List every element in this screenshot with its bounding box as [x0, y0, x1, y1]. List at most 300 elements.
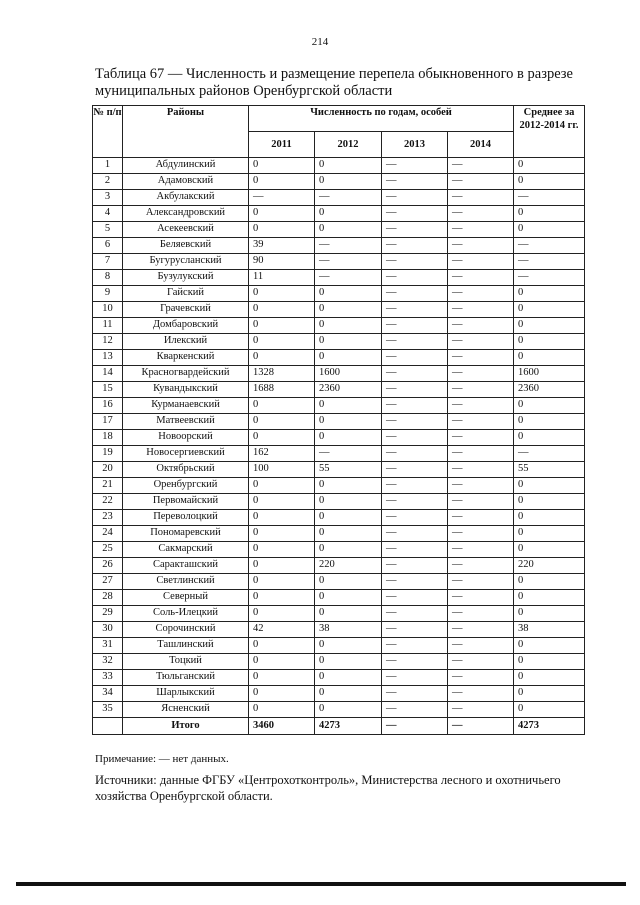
cell-2014: —: [448, 654, 514, 670]
table-row: [93, 670, 585, 686]
cell-district: Кувандыкский: [123, 382, 249, 398]
cell-district: Асекеевский: [123, 222, 249, 238]
cell-2014: —: [448, 158, 514, 174]
cell-2013: —: [382, 430, 448, 446]
cell-number: 13: [93, 350, 123, 366]
cell-2012: 0: [315, 206, 382, 222]
cell-district: Соль-Илецкий: [123, 606, 249, 622]
cell-2013: —: [382, 286, 448, 302]
cell-district: Новоорский: [123, 430, 249, 446]
cell-2012: 0: [315, 350, 382, 366]
cell-average: 0: [514, 414, 585, 430]
cell-district: Светлинский: [123, 574, 249, 590]
cell-district: Бузулукский: [123, 270, 249, 286]
cell-2012: 0: [315, 702, 382, 718]
cell-district: Ясненский: [123, 702, 249, 718]
cell-2014: —: [448, 542, 514, 558]
cell-average: —: [514, 446, 585, 462]
cell-district: Тюльганский: [123, 670, 249, 686]
cell-2011: 100: [249, 462, 315, 478]
cell-2012: 0: [315, 574, 382, 590]
cell-average: 0: [514, 206, 585, 222]
cell-2013: —: [382, 590, 448, 606]
cell-2011: 162: [249, 446, 315, 462]
total-2011: 3460: [249, 718, 315, 735]
total-district: Итого: [123, 718, 249, 735]
cell-2013: —: [382, 462, 448, 478]
header-average: Среднее за 2012-2014 гг.: [514, 106, 585, 158]
cell-average: 0: [514, 334, 585, 350]
cell-district: Ташлинский: [123, 638, 249, 654]
cell-2014: —: [448, 302, 514, 318]
cell-average: 38: [514, 622, 585, 638]
cell-2012: —: [315, 254, 382, 270]
cell-number: 26: [93, 558, 123, 574]
cell-2012: —: [315, 238, 382, 254]
cell-district: Первомайский: [123, 494, 249, 510]
cell-average: 220: [514, 558, 585, 574]
table-row: [93, 494, 585, 510]
cell-number: 27: [93, 574, 123, 590]
cell-district: Адамовский: [123, 174, 249, 190]
table-caption: Таблица 67 — Численность и размещение перепела обыкновенного в разрезе муниципальных районов Оренбургской области: [95, 66, 573, 99]
page-number: 214: [311, 36, 329, 48]
table-body: [93, 158, 585, 735]
cell-2013: —: [382, 334, 448, 350]
cell-2014: —: [448, 558, 514, 574]
cell-district: Тоцкий: [123, 654, 249, 670]
cell-number: 2: [93, 174, 123, 190]
cell-2013: —: [382, 270, 448, 286]
cell-2013: —: [382, 606, 448, 622]
cell-average: 0: [514, 302, 585, 318]
table-row: [93, 462, 585, 478]
cell-2013: —: [382, 302, 448, 318]
cell-2011: 1328: [249, 366, 315, 382]
cell-2011: 0: [249, 318, 315, 334]
cell-number: 20: [93, 462, 123, 478]
cell-2012: —: [315, 190, 382, 206]
cell-number: 4: [93, 206, 123, 222]
cell-average: 0: [514, 174, 585, 190]
cell-average: 0: [514, 350, 585, 366]
cell-district: Сорочинский: [123, 622, 249, 638]
cell-number: 3: [93, 190, 123, 206]
table-row: [93, 686, 585, 702]
cell-2012: 0: [315, 526, 382, 542]
table-row: [93, 158, 585, 174]
cell-number: 10: [93, 302, 123, 318]
cell-number: 5: [93, 222, 123, 238]
table-row: [93, 622, 585, 638]
cell-2012: 0: [315, 414, 382, 430]
cell-2013: —: [382, 158, 448, 174]
cell-2013: —: [382, 558, 448, 574]
cell-2014: —: [448, 494, 514, 510]
table-row: [93, 334, 585, 350]
header-number: № п/п: [93, 106, 123, 158]
cell-2012: 0: [315, 334, 382, 350]
cell-2013: —: [382, 318, 448, 334]
cell-2011: 39: [249, 238, 315, 254]
cell-2014: —: [448, 398, 514, 414]
cell-2013: —: [382, 622, 448, 638]
table-row: [93, 654, 585, 670]
cell-2012: 0: [315, 494, 382, 510]
cell-2013: —: [382, 542, 448, 558]
cell-2011: —: [249, 190, 315, 206]
cell-average: —: [514, 270, 585, 286]
cell-2012: 0: [315, 318, 382, 334]
cell-district: Курманаевский: [123, 398, 249, 414]
cell-number: 1: [93, 158, 123, 174]
cell-2011: 0: [249, 206, 315, 222]
cell-2012: 0: [315, 158, 382, 174]
table-row: [93, 286, 585, 302]
cell-2014: —: [448, 702, 514, 718]
header-counts-by-year: Численность по годам, особей: [249, 106, 514, 132]
cell-2014: —: [448, 270, 514, 286]
cell-2013: —: [382, 574, 448, 590]
cell-number: 25: [93, 542, 123, 558]
cell-2014: —: [448, 590, 514, 606]
table-row: [93, 206, 585, 222]
cell-number: 35: [93, 702, 123, 718]
cell-2013: —: [382, 206, 448, 222]
cell-2013: —: [382, 526, 448, 542]
cell-2011: 0: [249, 174, 315, 190]
cell-average: 0: [514, 574, 585, 590]
cell-2012: 55: [315, 462, 382, 478]
cell-average: 0: [514, 510, 585, 526]
table-row: [93, 446, 585, 462]
cell-average: 0: [514, 494, 585, 510]
cell-2014: —: [448, 446, 514, 462]
table-row: [93, 318, 585, 334]
cell-average: 1600: [514, 366, 585, 382]
cell-number: 21: [93, 478, 123, 494]
cell-2012: 220: [315, 558, 382, 574]
cell-number: 9: [93, 286, 123, 302]
cell-2012: 0: [315, 478, 382, 494]
cell-number: 7: [93, 254, 123, 270]
table-row: [93, 558, 585, 574]
cell-2012: 0: [315, 590, 382, 606]
cell-2013: —: [382, 670, 448, 686]
cell-district: Кваркенский: [123, 350, 249, 366]
cell-number: 19: [93, 446, 123, 462]
cell-number: 32: [93, 654, 123, 670]
cell-2014: —: [448, 254, 514, 270]
table-row: [93, 542, 585, 558]
cell-district: Беляевский: [123, 238, 249, 254]
cell-average: 0: [514, 686, 585, 702]
cell-2014: —: [448, 350, 514, 366]
cell-average: —: [514, 238, 585, 254]
cell-district: Новосергиевский: [123, 446, 249, 462]
cell-average: 0: [514, 590, 585, 606]
total-2014: —: [448, 718, 514, 735]
table-row: [93, 574, 585, 590]
cell-number: 8: [93, 270, 123, 286]
cell-district: Сакмарский: [123, 542, 249, 558]
cell-number: 12: [93, 334, 123, 350]
sources-text: Источники: данные ФГБУ «Центрохотконтроль», Министерства лесного и охотничьего хозяйства Оренбургской области.: [95, 773, 561, 803]
cell-2012: 0: [315, 654, 382, 670]
cell-average: 0: [514, 430, 585, 446]
cell-district: Саракташский: [123, 558, 249, 574]
cell-2012: 1600: [315, 366, 382, 382]
cell-2013: —: [382, 398, 448, 414]
footer-rule: [16, 882, 626, 886]
cell-average: 0: [514, 286, 585, 302]
cell-district: Пономаревский: [123, 526, 249, 542]
cell-2013: —: [382, 638, 448, 654]
cell-2013: —: [382, 702, 448, 718]
cell-2011: 0: [249, 558, 315, 574]
cell-2014: —: [448, 238, 514, 254]
cell-district: Шарлыкский: [123, 686, 249, 702]
cell-2013: —: [382, 654, 448, 670]
cell-2011: 11: [249, 270, 315, 286]
cell-2012: 0: [315, 638, 382, 654]
cell-2013: —: [382, 238, 448, 254]
table-note: Примечание: — нет данных.: [95, 753, 229, 765]
cell-2011: 0: [249, 494, 315, 510]
cell-2014: —: [448, 414, 514, 430]
cell-2014: —: [448, 622, 514, 638]
cell-district: Северный: [123, 590, 249, 606]
cell-2014: —: [448, 462, 514, 478]
cell-2013: —: [382, 478, 448, 494]
cell-average: —: [514, 190, 585, 206]
cell-2011: 0: [249, 478, 315, 494]
cell-average: 0: [514, 318, 585, 334]
cell-number: 33: [93, 670, 123, 686]
cell-2013: —: [382, 366, 448, 382]
cell-average: —: [514, 254, 585, 270]
cell-2013: —: [382, 446, 448, 462]
cell-number: 6: [93, 238, 123, 254]
quail-population-table: [92, 105, 585, 735]
cell-number: 11: [93, 318, 123, 334]
table-row: [93, 526, 585, 542]
cell-2011: 0: [249, 414, 315, 430]
table-row: [93, 638, 585, 654]
cell-average: 0: [514, 654, 585, 670]
table-row: [93, 270, 585, 286]
cell-2011: 0: [249, 398, 315, 414]
cell-average: 55: [514, 462, 585, 478]
cell-district: Октябрьский: [123, 462, 249, 478]
cell-average: 0: [514, 158, 585, 174]
cell-2011: 0: [249, 686, 315, 702]
cell-number: 22: [93, 494, 123, 510]
cell-number: 18: [93, 430, 123, 446]
cell-2012: —: [315, 270, 382, 286]
cell-average: 0: [514, 398, 585, 414]
cell-2011: 0: [249, 606, 315, 622]
cell-number: 29: [93, 606, 123, 622]
cell-2012: —: [315, 446, 382, 462]
cell-district: Красногвардейский: [123, 366, 249, 382]
table-row: [93, 590, 585, 606]
cell-2011: 0: [249, 158, 315, 174]
cell-district: Домбаровский: [123, 318, 249, 334]
cell-average: 0: [514, 638, 585, 654]
cell-2011: 0: [249, 638, 315, 654]
cell-2014: —: [448, 190, 514, 206]
cell-average: 2360: [514, 382, 585, 398]
cell-average: 0: [514, 670, 585, 686]
table-row: [93, 382, 585, 398]
cell-2012: 0: [315, 398, 382, 414]
cell-average: 0: [514, 702, 585, 718]
total-average: 4273: [514, 718, 585, 735]
table-row: [93, 430, 585, 446]
cell-number: 31: [93, 638, 123, 654]
table-row: [93, 302, 585, 318]
table-row: [93, 702, 585, 718]
table-row: [93, 174, 585, 190]
cell-2012: 0: [315, 686, 382, 702]
header-year: 2012: [315, 132, 382, 158]
cell-2012: 2360: [315, 382, 382, 398]
cell-district: Акбулакский: [123, 190, 249, 206]
cell-average: 0: [514, 478, 585, 494]
cell-2014: —: [448, 366, 514, 382]
cell-2013: —: [382, 382, 448, 398]
cell-2014: —: [448, 606, 514, 622]
cell-2013: —: [382, 174, 448, 190]
cell-2012: 0: [315, 510, 382, 526]
cell-2013: —: [382, 686, 448, 702]
cell-2014: —: [448, 478, 514, 494]
cell-district: Переволоцкий: [123, 510, 249, 526]
cell-2011: 0: [249, 670, 315, 686]
cell-2013: —: [382, 190, 448, 206]
cell-2014: —: [448, 638, 514, 654]
cell-number: 34: [93, 686, 123, 702]
cell-2011: 0: [249, 542, 315, 558]
header-district: Районы: [123, 106, 249, 158]
table-row: [93, 254, 585, 270]
cell-number: 30: [93, 622, 123, 638]
cell-2012: 0: [315, 286, 382, 302]
cell-2011: 0: [249, 286, 315, 302]
cell-2012: 0: [315, 430, 382, 446]
table-total-row: [93, 718, 585, 735]
cell-number: 14: [93, 366, 123, 382]
table-row: [93, 478, 585, 494]
table-row: [93, 606, 585, 622]
total-number: [93, 718, 123, 735]
cell-2012: 0: [315, 670, 382, 686]
header-year: 2014: [448, 132, 514, 158]
cell-number: 24: [93, 526, 123, 542]
cell-2012: 38: [315, 622, 382, 638]
cell-district: Илекский: [123, 334, 249, 350]
cell-2014: —: [448, 670, 514, 686]
cell-average: 0: [514, 542, 585, 558]
cell-2012: 0: [315, 222, 382, 238]
cell-2011: 0: [249, 222, 315, 238]
cell-2014: —: [448, 222, 514, 238]
cell-2011: 0: [249, 350, 315, 366]
cell-district: Матвеевский: [123, 414, 249, 430]
table-row: [93, 238, 585, 254]
table-row: [93, 510, 585, 526]
cell-2013: —: [382, 510, 448, 526]
cell-2011: 1688: [249, 382, 315, 398]
cell-2012: 0: [315, 542, 382, 558]
cell-2014: —: [448, 286, 514, 302]
cell-2014: —: [448, 174, 514, 190]
cell-2012: 0: [315, 302, 382, 318]
cell-district: Бугурусланский: [123, 254, 249, 270]
cell-2013: —: [382, 494, 448, 510]
cell-district: Грачевский: [123, 302, 249, 318]
table-row: [93, 222, 585, 238]
cell-2011: 0: [249, 510, 315, 526]
header-year: 2011: [249, 132, 315, 158]
cell-district: Оренбургский: [123, 478, 249, 494]
cell-average: 0: [514, 526, 585, 542]
cell-2011: 0: [249, 334, 315, 350]
cell-2014: —: [448, 526, 514, 542]
table-row: [93, 350, 585, 366]
cell-2014: —: [448, 686, 514, 702]
table-row: [93, 366, 585, 382]
cell-district: Гайский: [123, 286, 249, 302]
cell-2012: 0: [315, 174, 382, 190]
cell-2013: —: [382, 254, 448, 270]
cell-2011: 42: [249, 622, 315, 638]
cell-2012: 0: [315, 606, 382, 622]
cell-number: 23: [93, 510, 123, 526]
cell-2014: —: [448, 206, 514, 222]
cell-average: 0: [514, 606, 585, 622]
total-2013: —: [382, 718, 448, 735]
cell-2011: 0: [249, 430, 315, 446]
cell-number: 17: [93, 414, 123, 430]
cell-2013: —: [382, 350, 448, 366]
cell-2011: 0: [249, 526, 315, 542]
cell-2011: 0: [249, 302, 315, 318]
cell-district: Абдулинский: [123, 158, 249, 174]
cell-number: 28: [93, 590, 123, 606]
cell-2011: 90: [249, 254, 315, 270]
cell-2013: —: [382, 222, 448, 238]
total-2012: 4273: [315, 718, 382, 735]
cell-2014: —: [448, 318, 514, 334]
cell-2014: —: [448, 334, 514, 350]
cell-2011: 0: [249, 574, 315, 590]
cell-2011: 0: [249, 590, 315, 606]
cell-2014: —: [448, 510, 514, 526]
table-row: [93, 414, 585, 430]
cell-2014: —: [448, 574, 514, 590]
cell-number: 15: [93, 382, 123, 398]
header-year: 2013: [382, 132, 448, 158]
cell-number: 16: [93, 398, 123, 414]
cell-district: Александровский: [123, 206, 249, 222]
cell-2011: 0: [249, 702, 315, 718]
table-row: [93, 398, 585, 414]
table-row: [93, 190, 585, 206]
cell-2013: —: [382, 414, 448, 430]
cell-2014: —: [448, 430, 514, 446]
